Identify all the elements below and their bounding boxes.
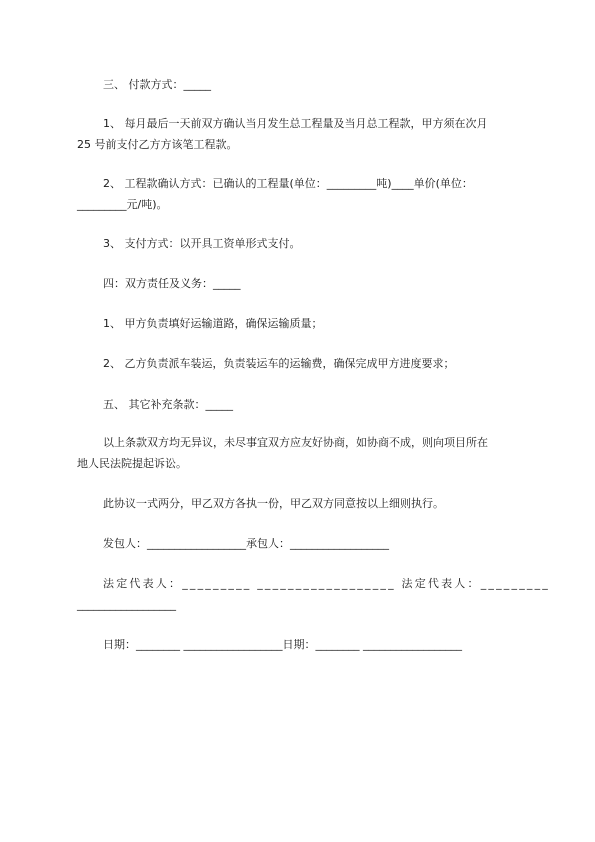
closing-para-line1: 以上条款双方均无异议，未尽事宜双方应友好协商，如协商不成，则向项目所在 xyxy=(103,436,488,449)
legal-rep-line2: __________________ xyxy=(77,598,176,611)
item-3-2-line1: 2、 工程款确认方式：已确认的工程量(单位：_________吨)____单价(单位： xyxy=(103,177,473,190)
item-4-1: 1、 甲方负责填好运输道路，确保运输质量； xyxy=(103,317,323,330)
closing-para-line2: 地人民法院提起诉讼。 xyxy=(77,457,187,470)
item-3-1-line1: 1、 每月最后一天前双方确认当月发生总工程量及当月总工程款，甲方须在次月 xyxy=(103,117,488,130)
legal-rep-line1: 法定代表人：_________ __________________ 法定代表人：_________ xyxy=(103,577,550,590)
section-5-heading: 五、 其它补充条款：_____ xyxy=(103,398,233,411)
item-3-3: 3、 支付方式：以开具工资单形式支付。 xyxy=(103,237,301,250)
item-4-2: 2、 乙方负责派车装运，负责装运车的运输费，确保完成甲方进度要求； xyxy=(103,357,455,370)
section-3-heading: 三、 付款方式：_____ xyxy=(103,78,211,91)
section-4-heading: 四：双方责任及义务：_____ xyxy=(103,277,241,290)
item-3-1-line2: 25 号前支付乙方方该笔工程款。 xyxy=(77,138,238,151)
copies-para: 此协议一式两分，甲乙双方各执一份，甲乙双方同意按以上细则执行。 xyxy=(103,497,444,510)
item-3-2-line2: _________元/吨)。 xyxy=(77,198,168,211)
date-line: 日期：________ __________________日期：________ __________________ xyxy=(103,638,462,651)
signature-parties: 发包人：__________________承包人：__________________ xyxy=(103,537,389,550)
